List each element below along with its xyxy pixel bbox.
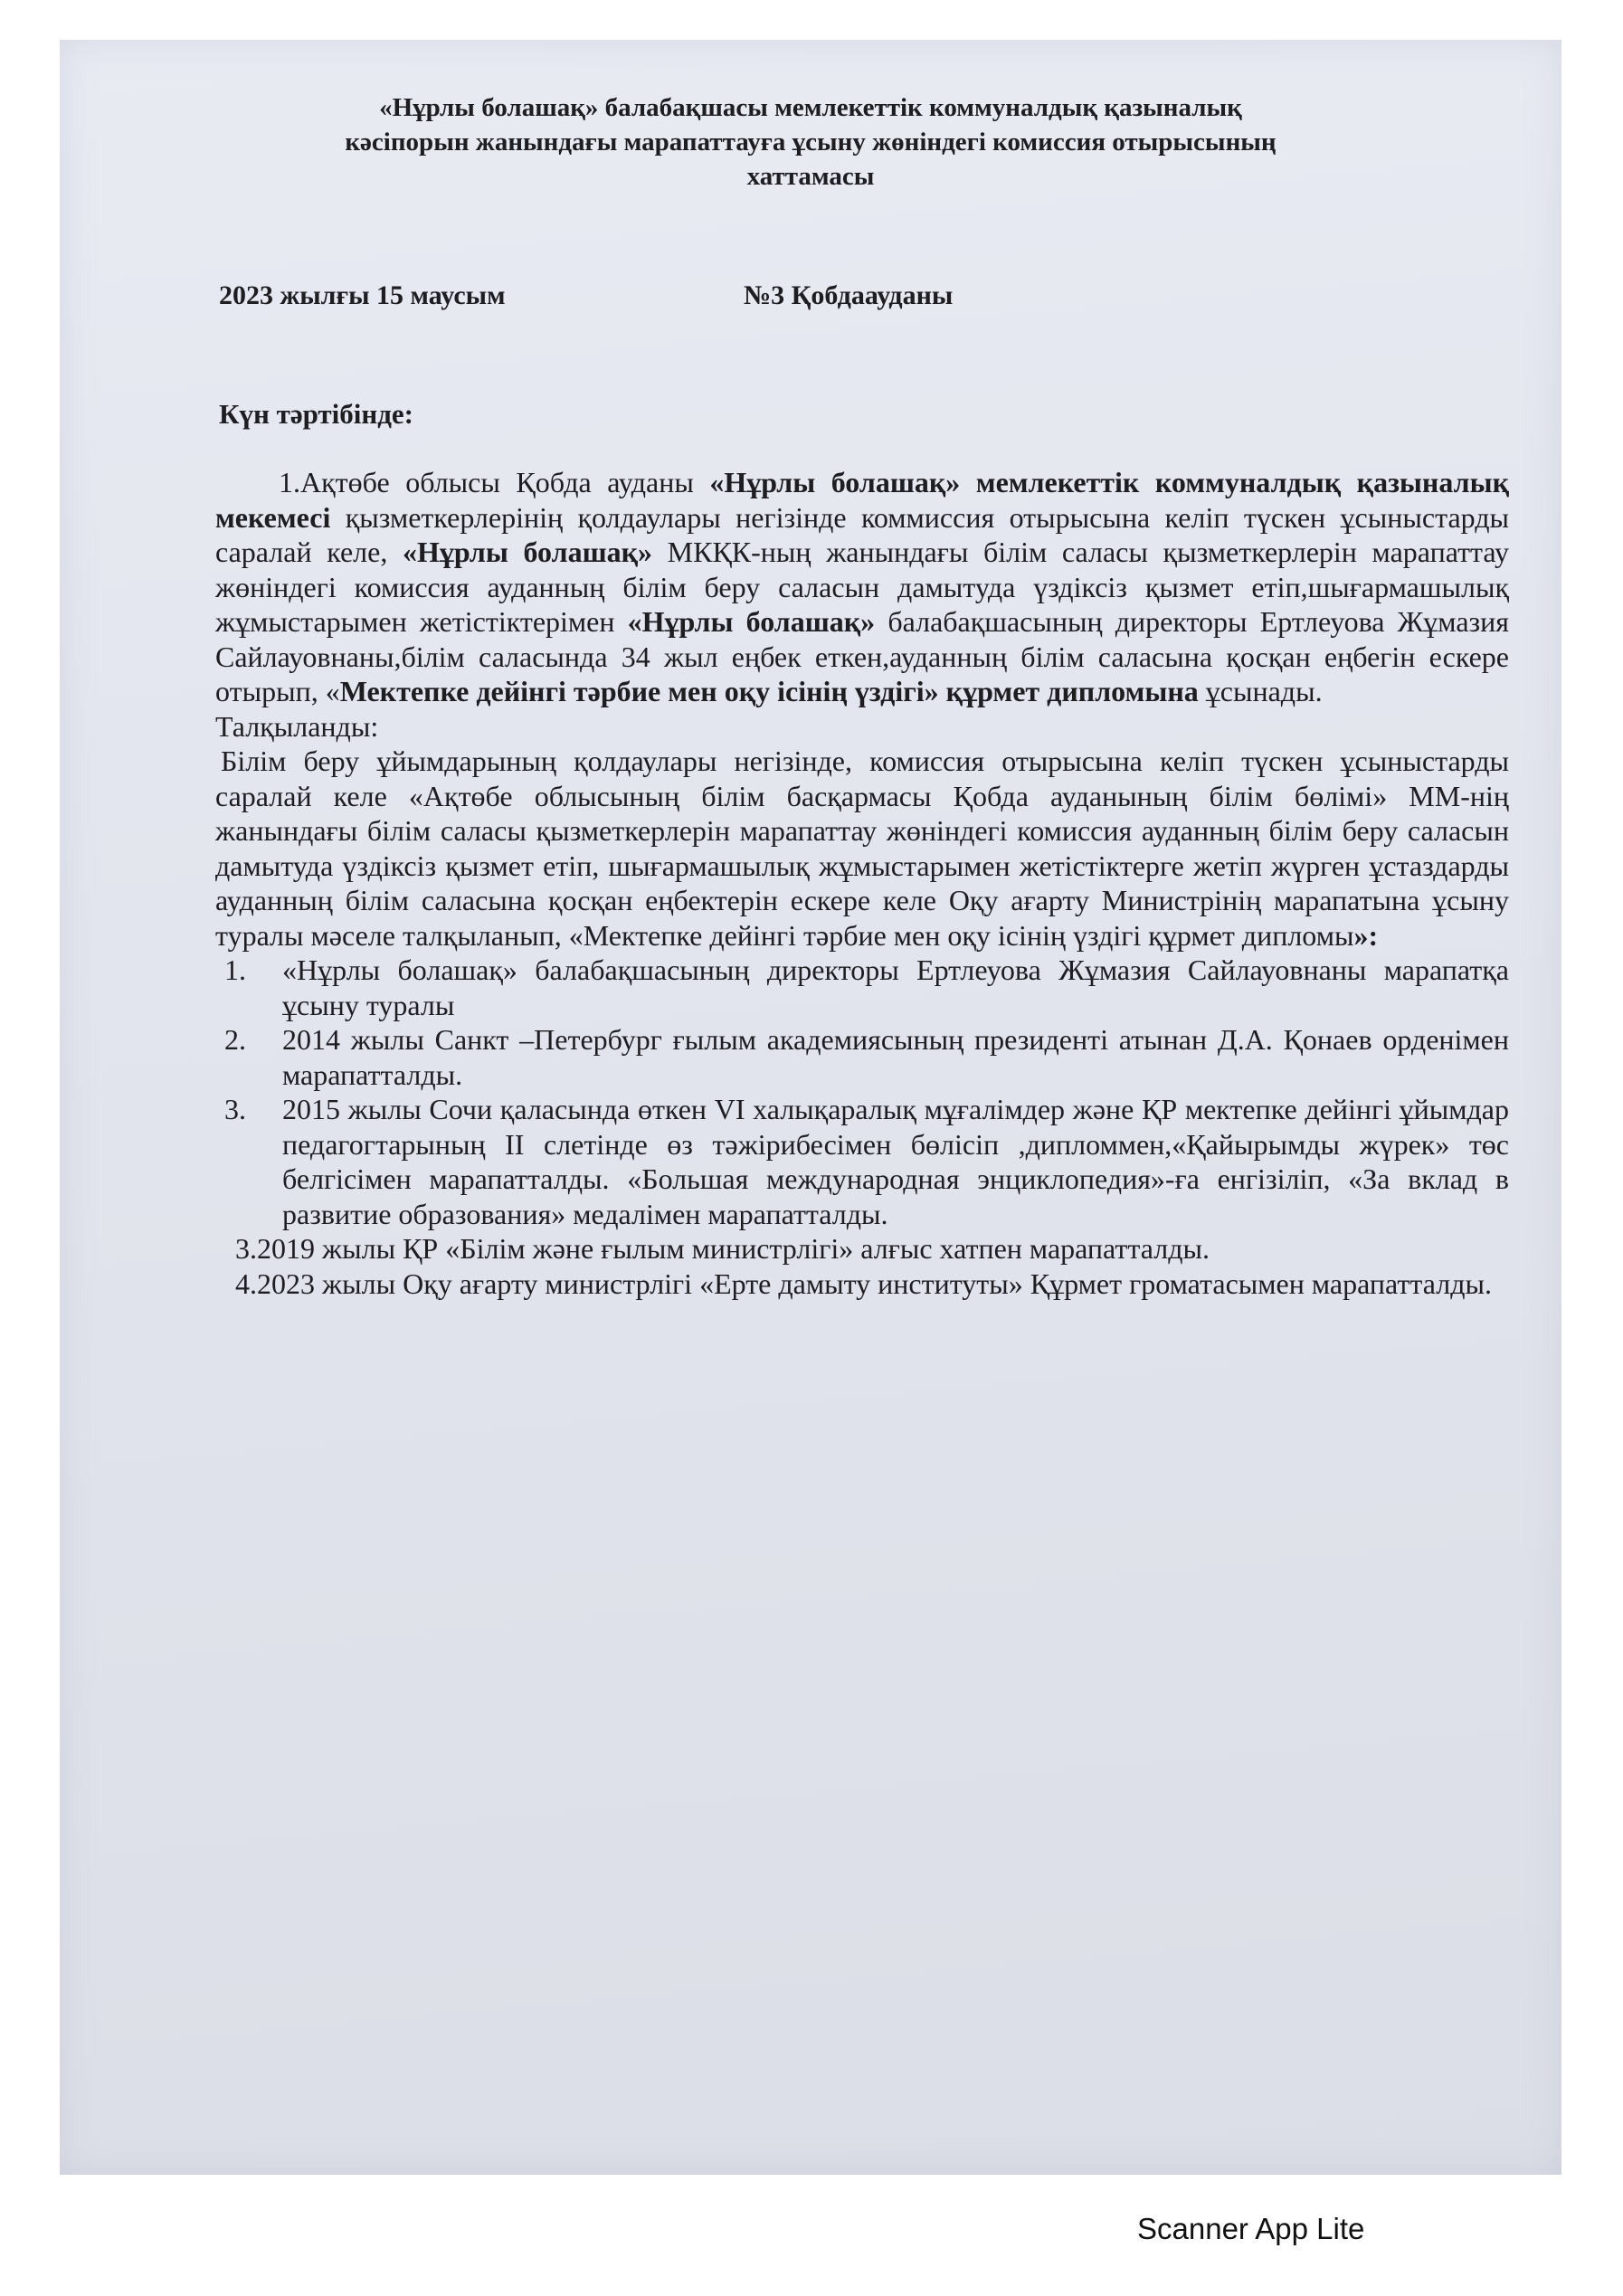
- text-run: балабақшасының директоры Ертлеуова Жұмазия Сайлауовнаны,білім саласында 34 жыл еңбек еткен,ауданның білім саласына қосқан еңбегін ескере отырып, «: [215, 605, 1510, 707]
- after-list-paragraph: 4.2023 жылы Оқу ағарту министрлігі «Ерте дамыту институты» Құрмет громатасымен марапатталды.: [235, 1267, 1492, 1300]
- protocol-number-place: №3 Қобдаауданы: [744, 280, 954, 310]
- scanned-paper: [60, 40, 1561, 2175]
- discussion-paragraph: [215, 744, 1509, 953]
- title-line: «Нұрлы болашақ» балабақшасы мемлекеттік коммуналдық қазыналық: [379, 93, 1242, 122]
- title-line: хаттамасы: [746, 162, 875, 191]
- bold-run: Мектепке дейінгі тәрбие мен оқу ісінің үздігі» құрмет дипломына: [339, 675, 1199, 707]
- text-run: 1.Ақтөбе облысы Қобда ауданы: [279, 466, 710, 498]
- list-number: 3.: [224, 1093, 246, 1125]
- list-item: [224, 1022, 1509, 1092]
- agenda-heading: Күн тәртібінде:: [219, 398, 413, 430]
- discussed-heading: Талқыланды:: [215, 709, 379, 743]
- text-run: қызметкерлерінің қолдаулары негізінде коммиссия отырысына келіп түскен ұсыныстарды саралай келе,: [215, 500, 1509, 568]
- document-body: [215, 465, 1509, 1301]
- text-run: Білім беру ұйымдарының қолдаулары негізінде, комиссия отырысына келіп түскен ұсыныстарды саралай келе «Ақтөбе облысының білім басқармасы Қобда ауданының білім бөлімі» ММ-нің жанындағы білім саласы қызметкерлерін марапаттау жөніндегі комиссия ауданның білім беру саласын дамытуда үздіксіз қызмет етіп, шығармашылық жұмыстарымен жетістіктерге жетіп жүрген ұстаздарды ауданның білім саласына қосқан еңбектерін ескере келе Оқу ағарту Министрінің марапатына ұсыну туралы мәселе талқыланып, «Мектепке дейінгі тәрбие мен оқу ісінің үздігі құрмет дипломы: [215, 745, 1509, 952]
- text-run: ұсынады.: [1198, 675, 1323, 707]
- after-list-paragraph: 3.2019 жылы ҚР «Білім және ғылым министрлігі» алғыс хатпен марапатталды.: [235, 1232, 1210, 1265]
- bold-run: »:: [1353, 918, 1379, 952]
- title-line: кәсіпорын жанындағы марапаттауға ұсыну жөніндегі комиссия отырысының: [345, 128, 1277, 157]
- list-item-text: 2014 жылы Санкт –Петербург ғылым академиясының президенті атынан Д.А. Қонаев орденімен марапатталды.: [282, 1023, 1509, 1091]
- bold-run: «Нұрлы болашақ» мемлекеттік коммуналдық қазыналық мекемесі: [215, 466, 1510, 534]
- scanner-app-label: Scanner App Lite: [1137, 2212, 1365, 2245]
- achievements-list: [215, 953, 1509, 1231]
- text-run: МКҚК-ның жанындағы білім саласы қызметкерлерін марапаттау жөніндегі комиссия ауданның білім беру саласын дамытуда үздіксіз қызмет етіп,шығармашылық жұмыстарымен жетістіктерімен: [215, 536, 1509, 638]
- list-item-text: 2015 жылы Сочи қаласында өткен VI халықаралық мұғалімдер және ҚР мектепке дейінгі ұйымдар педагогтарының II слетінде өз тәжірибесімен бөлісіп ,дипломмен,«Қайырымды жүрек» төс белгісімен марапатталды. «Большая международная энциклопедия»-ға енгізіліп, «За вклад в развитие образования» медалімен марапатталды.: [282, 1093, 1509, 1230]
- bold-run: «Нұрлы болашақ»: [402, 536, 653, 568]
- list-number: 2.: [224, 1023, 246, 1056]
- list-item: [224, 1092, 1509, 1231]
- list-item-text: «Нұрлы болашақ» балабақшасының директоры Ертлеуова Жұмазия Сайлауовнаны марапатқа ұсыну туралы: [282, 954, 1509, 1021]
- protocol-date: 2023 жылғы 15 маусым: [219, 280, 506, 310]
- agenda-item-paragraph: [215, 465, 1509, 709]
- bold-run: «Нұрлы болашақ»: [627, 605, 876, 638]
- list-item: [224, 953, 1509, 1022]
- list-number: 1.: [224, 954, 246, 986]
- document-title: [195, 90, 1426, 194]
